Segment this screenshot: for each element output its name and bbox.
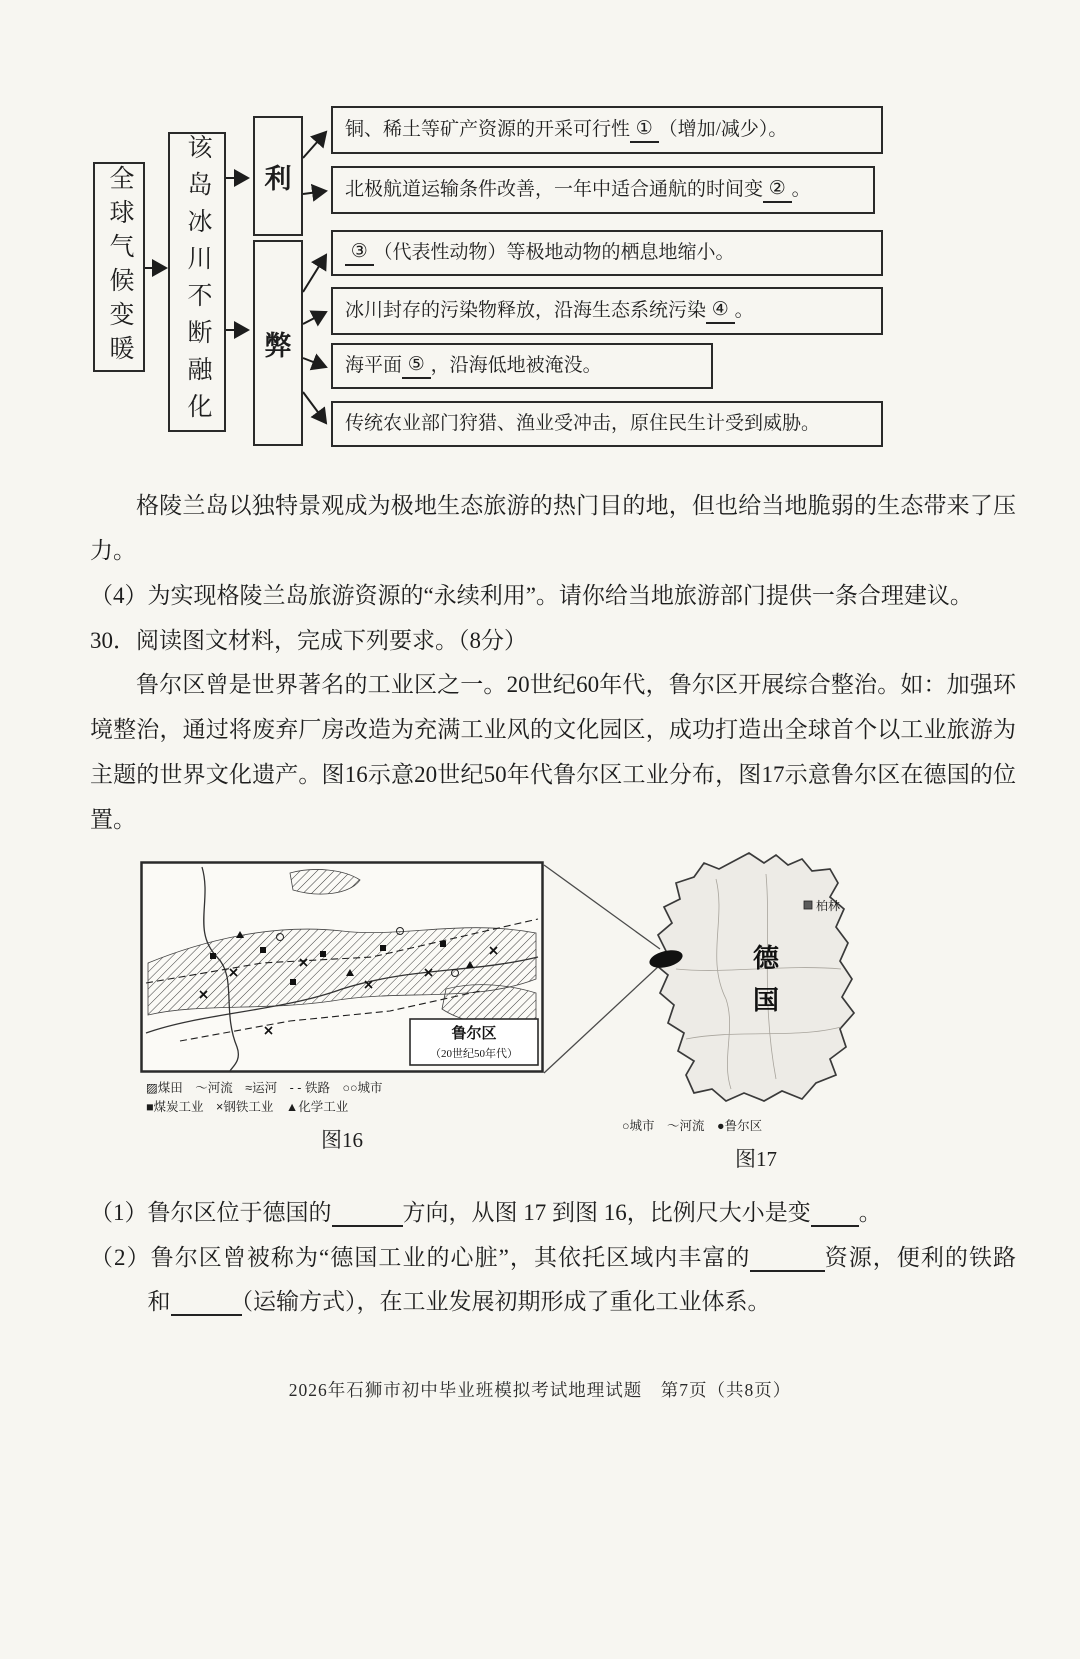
questions-block (90, 1191, 1016, 1326)
question-4: （4）为实现格陵兰岛旅游资源的“永续利用”。请你给当地旅游部门提供一条合理建议。 (90, 582, 973, 608)
figure-16 (140, 861, 544, 1154)
question-30-2: （2）鲁尔区曾被称为“德国工业的心脏”，其依托区域内丰富的 资源，便利的铁路和 （运输方式），在工业发展初期形成了重化工业体系。 (90, 1244, 1017, 1315)
fig16-inset-title: 鲁尔区 (451, 1025, 497, 1042)
figure-17 (616, 849, 896, 1173)
fig16-legend-line1: ▨煤田 ～河流 ≈运河 - - 铁路 ○○城市 (146, 1080, 383, 1095)
flowchart-harm-item-2: 冰川封存的污染物释放，沿海生态系统污染 ④ 。 (331, 287, 883, 335)
flowchart-harm-item-4: 传统农业部门狩猎、渔业受冲击，原住民生计受到威胁。 (331, 401, 883, 447)
germany-map (616, 849, 886, 1111)
ruhr-industry-map (140, 861, 544, 1073)
flowchart-benefit-item-2: 北极航道运输条件改善，一年中适合通航的时间变 ② 。 (331, 166, 875, 214)
fig16-legend-line2: ■煤炭工业 ×钢铁工业 ▲化学工业 (146, 1099, 349, 1114)
fig17-caption: 图17 (735, 1146, 777, 1171)
flowchart-root-node: 全球气候变暖 (93, 162, 145, 372)
body-content (90, 484, 1016, 843)
question-30-material: 鲁尔区曾是世界著名的工业区之一。20世纪60年代，鲁尔区开展综合整治。如：加强环境整治，通过将废弃厂房改造为充满工业风的文化园区，成功打造出全球首个以工业旅游为主题的世界文化遗产。图16示意20世纪50年代鲁尔区工业分布，图17示意鲁尔区在德国的位置。 (90, 672, 1016, 832)
flowchart-harm-item-3: 海平面 ⑤ ，沿海低地被淹没。 (331, 343, 713, 389)
paragraph-greenland: 格陵兰岛以独特景观成为极地生态旅游的热门目的地，但也给当地脆弱的生态带来了压力。 (90, 493, 1016, 563)
berlin-marker (804, 901, 812, 909)
fig17-legend: ○城市 ～河流 ●鲁尔区 (622, 1118, 763, 1133)
question-30-1: （1）鲁尔区位于德国的 方向，从图 17 到图 16，比例尺大小是变 。 (90, 1199, 882, 1225)
flowchart-harm-item-1: ③ （代表性动物）等极地动物的栖息地缩小。 (331, 230, 883, 276)
fig16-inset-subtitle: （20世纪50年代） (430, 1047, 518, 1060)
figures-row (0, 849, 1080, 1181)
flowchart-harm-node: 弊 (253, 240, 303, 446)
question-30-heading: 30．阅读图文材料，完成下列要求。（8分） (90, 627, 527, 653)
fig16-caption: 图16 (321, 1128, 363, 1152)
flowchart-benefit-item-1: 铜、稀土等矿产资源的开采可行性 ① （增加/减少）。 (331, 106, 883, 154)
page-footer: 2026年石狮市初中毕业班模拟考试地理试题 第7页（共8页） (288, 1380, 792, 1401)
berlin-label: 柏林 (816, 898, 841, 913)
flowchart-melting-node: 该岛冰川不断融化 (168, 132, 226, 432)
climate-flowchart (0, 0, 1080, 462)
flowchart-benefit-node: 利 (253, 116, 303, 236)
country-label: 德国 (749, 943, 779, 1028)
